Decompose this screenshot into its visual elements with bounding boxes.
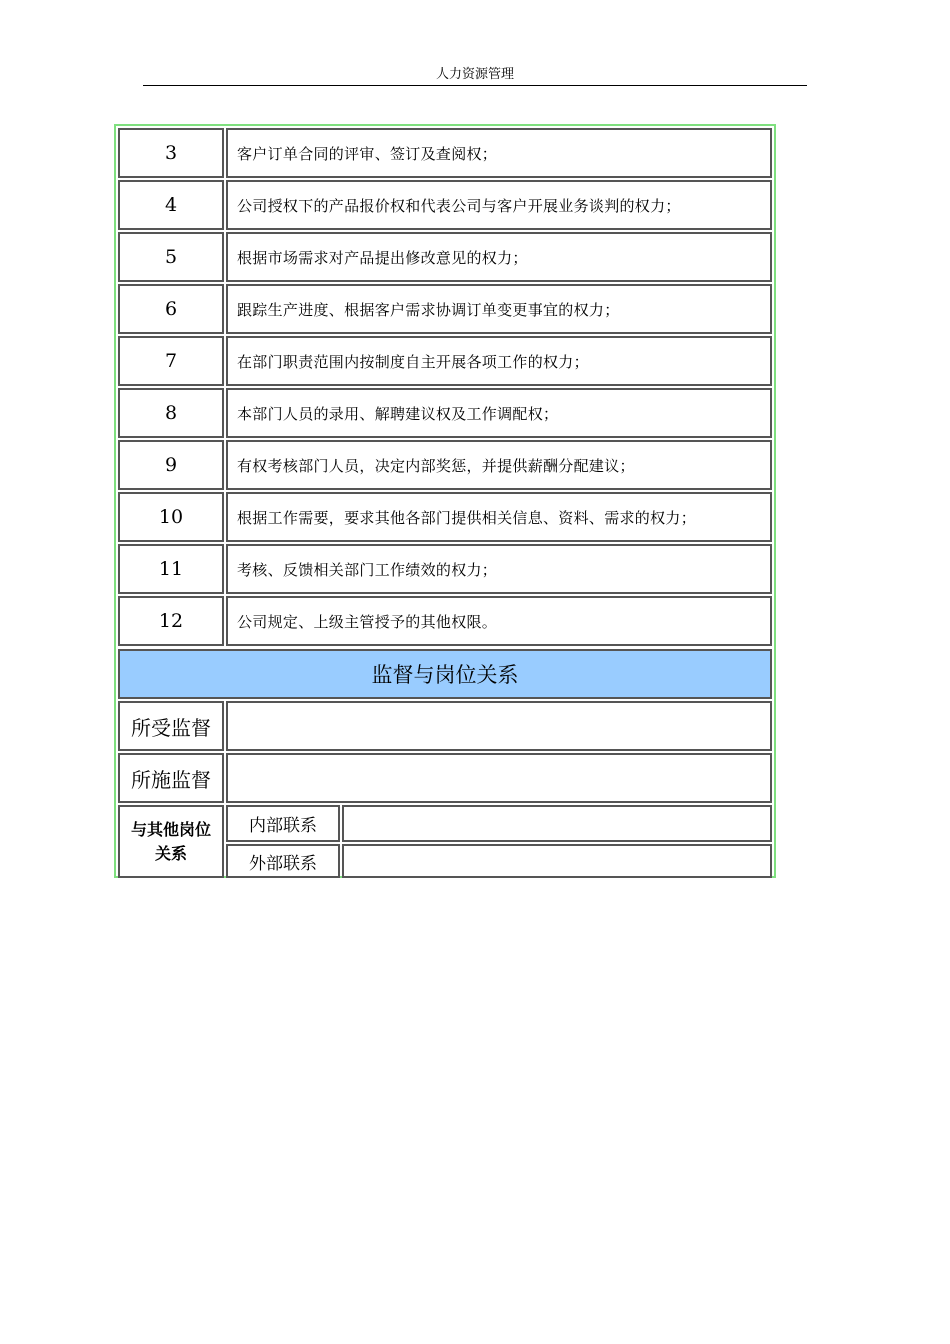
row-number: 3 — [118, 128, 224, 178]
row-text: 根据市场需求对产品提出修改意见的权力； — [226, 232, 772, 282]
row-number: 4 — [118, 180, 224, 230]
received-supervision-row — [118, 701, 772, 751]
row-text: 公司授权下的产品报价权和代表公司与客户开展业务谈判的权力； — [226, 180, 772, 230]
row-number: 8 — [118, 388, 224, 438]
row-number: 7 — [118, 336, 224, 386]
exercised-supervision-row — [118, 753, 772, 803]
row-text: 公司规定、上级主管授予的其他权限。 — [226, 596, 772, 646]
row-text: 在部门职责范围内按制度自主开展各项工作的权力； — [226, 336, 772, 386]
table-row — [118, 336, 772, 386]
table-row — [118, 388, 772, 438]
received-supervision-value — [226, 701, 772, 751]
table-row — [118, 440, 772, 490]
header-rule — [143, 85, 807, 86]
row-number: 9 — [118, 440, 224, 490]
row-number: 11 — [118, 544, 224, 594]
exercised-supervision-label: 所施监督 — [118, 753, 224, 803]
internal-contact-value — [342, 805, 772, 842]
table-row — [118, 544, 772, 594]
row-number: 5 — [118, 232, 224, 282]
external-contact-value — [342, 844, 772, 878]
row-text: 跟踪生产进度、根据客户需求协调订单变更事宜的权力； — [226, 284, 772, 334]
relations-label-text: 与其他岗位关系 — [131, 819, 212, 863]
row-text: 本部门人员的录用、解聘建议权及工作调配权； — [226, 388, 772, 438]
supervision-section-header: 监督与岗位关系 — [118, 649, 772, 699]
table-row — [118, 180, 772, 230]
row-text: 考核、反馈相关部门工作绩效的权力； — [226, 544, 772, 594]
table-row — [118, 596, 772, 646]
table-row — [118, 284, 772, 334]
row-number: 10 — [118, 492, 224, 542]
external-contact-label: 外部联系 — [226, 844, 340, 878]
page-header-title: 人力资源管理 — [435, 67, 514, 82]
authority-table — [114, 124, 776, 878]
received-supervision-label: 所受监督 — [118, 701, 224, 751]
relations-label — [118, 805, 224, 878]
row-text: 客户订单合同的评审、签订及查阅权； — [226, 128, 772, 178]
exercised-supervision-value — [226, 753, 772, 803]
relations-row — [118, 805, 772, 878]
table-row — [118, 492, 772, 542]
table-row — [118, 128, 772, 178]
internal-contact-label: 内部联系 — [226, 805, 340, 842]
table-row — [118, 232, 772, 282]
row-text: 有权考核部门人员，决定内部奖惩，并提供薪酬分配建议； — [226, 440, 772, 490]
row-number: 12 — [118, 596, 224, 646]
row-text: 根据工作需要，要求其他各部门提供相关信息、资料、需求的权力； — [226, 492, 772, 542]
row-number: 6 — [118, 284, 224, 334]
